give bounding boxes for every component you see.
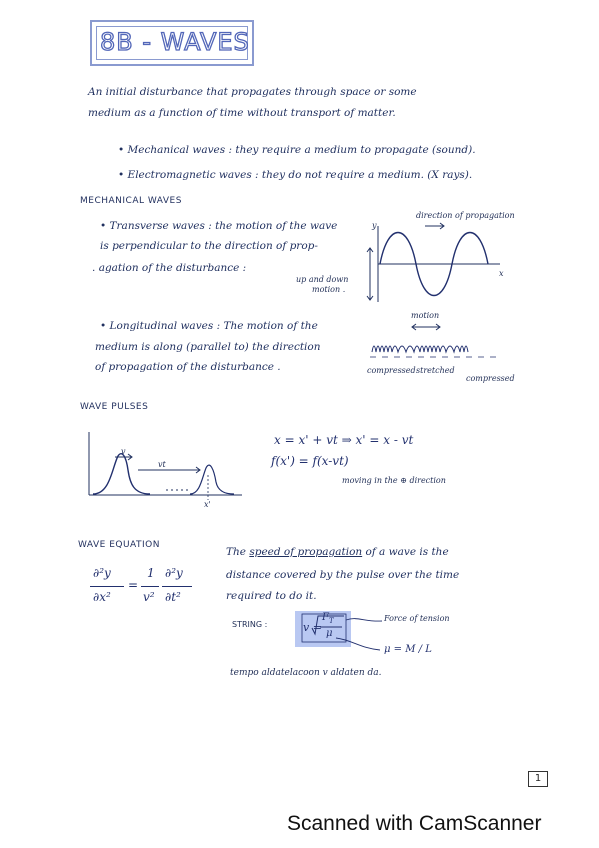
transverse-line-2: is perpendicular to the direction of prop- <box>100 240 318 252</box>
longitudinal-line-3: of propagation of the disturbance . <box>95 361 281 373</box>
motion-label-1: up and down <box>296 275 349 284</box>
coef-numerator: 1 <box>147 566 155 580</box>
pulse-v-label: v <box>121 447 126 456</box>
v-symbol: v = <box>303 621 322 634</box>
equals-sign: = <box>128 578 139 592</box>
speed-line-2: distance covered by the pulse over the time <box>226 569 460 581</box>
page-title: 8B - WAVES <box>100 28 250 56</box>
y-axis-label: y <box>372 221 377 230</box>
x-axis-label: x <box>499 269 504 278</box>
intro-line-1: An initial disturbance that propagates through space or some <box>88 86 417 98</box>
intro-line-2: medium as a function of time without transport of matter. <box>88 107 396 119</box>
mu-symbol: μ <box>326 628 333 639</box>
transverse-line-1: • Transverse waves : the motion of the wave <box>100 220 338 232</box>
direction-of-propagation-label: direction of propagation <box>416 211 515 220</box>
longitudinal-line-2: medium is along (parallel to) the direction <box>95 341 321 353</box>
motion-label-2: motion . <box>312 285 346 294</box>
pulse-equation-2: f(x') = f(x-vt) <box>271 454 349 468</box>
transverse-line-3: . agation of the disturbance : <box>92 262 247 274</box>
lhs-denominator: ∂x² <box>93 590 111 604</box>
rhs-numerator: ∂²y <box>165 566 183 580</box>
wave-pulses-heading: WAVE PULSES <box>80 402 149 412</box>
compressed-label-2: compressed <box>466 374 515 383</box>
wave-equation-heading: WAVE EQUATION <box>78 540 160 550</box>
string-label: STRING : <box>232 620 268 629</box>
speed-line-1: The speed of propagation of a wave is the <box>226 546 449 558</box>
stretched-label: stretched <box>416 366 455 375</box>
speed-line-3: required to do it. <box>226 590 317 602</box>
bullet-mechanical: • Mechanical waves : they require a medium to propagate (sound). <box>118 144 476 156</box>
tension-label: Force of tension <box>384 614 450 623</box>
bullet-electromagnetic: • Electromagnetic waves : they do not require a medium. (X rays). <box>118 169 473 181</box>
compressed-label-1: compressed <box>367 366 416 375</box>
pulse-equation-1: x = x' + vt ⇒ x' = x - vt <box>274 433 414 447</box>
f-tension-symbol: $F_T$ <box>322 612 334 625</box>
pulse-xprime-label: x' <box>204 500 211 509</box>
bottom-note: tempo aldatelacoon v aldaten da. <box>230 668 382 678</box>
rhs-denominator: ∂t² <box>165 590 181 604</box>
mechanical-heading: MECHANICAL WAVES <box>80 196 182 206</box>
scanner-watermark: Scanned with CamScanner <box>287 812 542 835</box>
longitudinal-motion-label: motion <box>411 311 440 320</box>
lhs-numerator: ∂²y <box>93 566 111 580</box>
coef-denominator: v² <box>143 590 155 604</box>
mu-definition: μ = M / L <box>384 644 432 655</box>
longitudinal-line-1: • Longitudinal waves : The motion of the <box>100 320 318 332</box>
pulse-vt-label: vt <box>158 460 166 469</box>
page-number: 1 <box>528 771 548 787</box>
pulse-direction-note: moving in the ⊕ direction <box>342 476 446 485</box>
